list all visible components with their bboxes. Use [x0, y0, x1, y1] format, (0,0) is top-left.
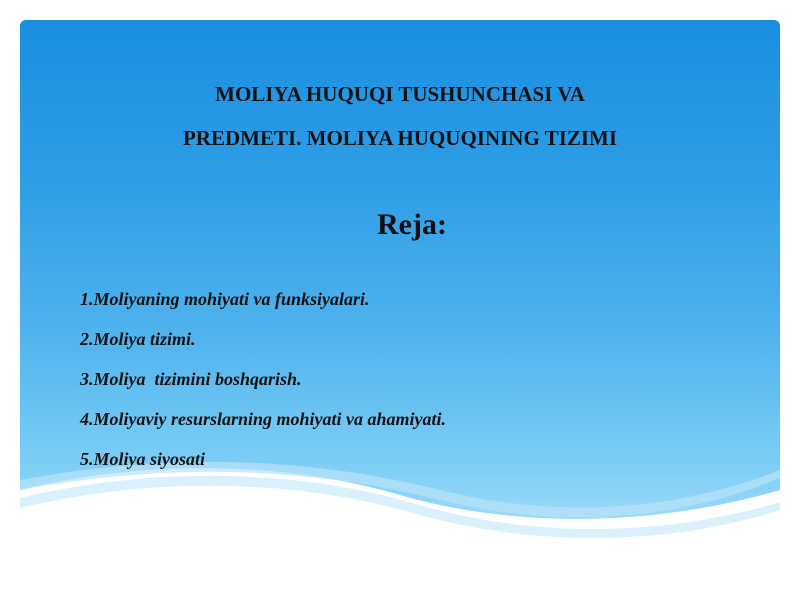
title-line-2: PREDMETI. MOLIYA HUQUQINING TIZIMI [182, 126, 618, 150]
plan-item: 3.Moliya tizimini boshqarish. [80, 369, 302, 389]
plan-item: 5.Moliya siyosati [80, 449, 205, 469]
title-line-1: MOLIYA HUQUQI TUSHUNCHASI VA [215, 82, 585, 106]
plan-heading: Reja: [377, 208, 447, 241]
slide-title [20, 72, 780, 160]
slide [20, 20, 780, 580]
plan-item: 4.Moliyaviy resurslarning mohiyati va ahamiyati. [80, 409, 447, 429]
plan-item: 1.Moliyaning mohiyati va funksiyalari. [80, 289, 370, 309]
plan-list [80, 286, 446, 486]
plan-item: 2.Moliya tizimi. [80, 329, 196, 349]
